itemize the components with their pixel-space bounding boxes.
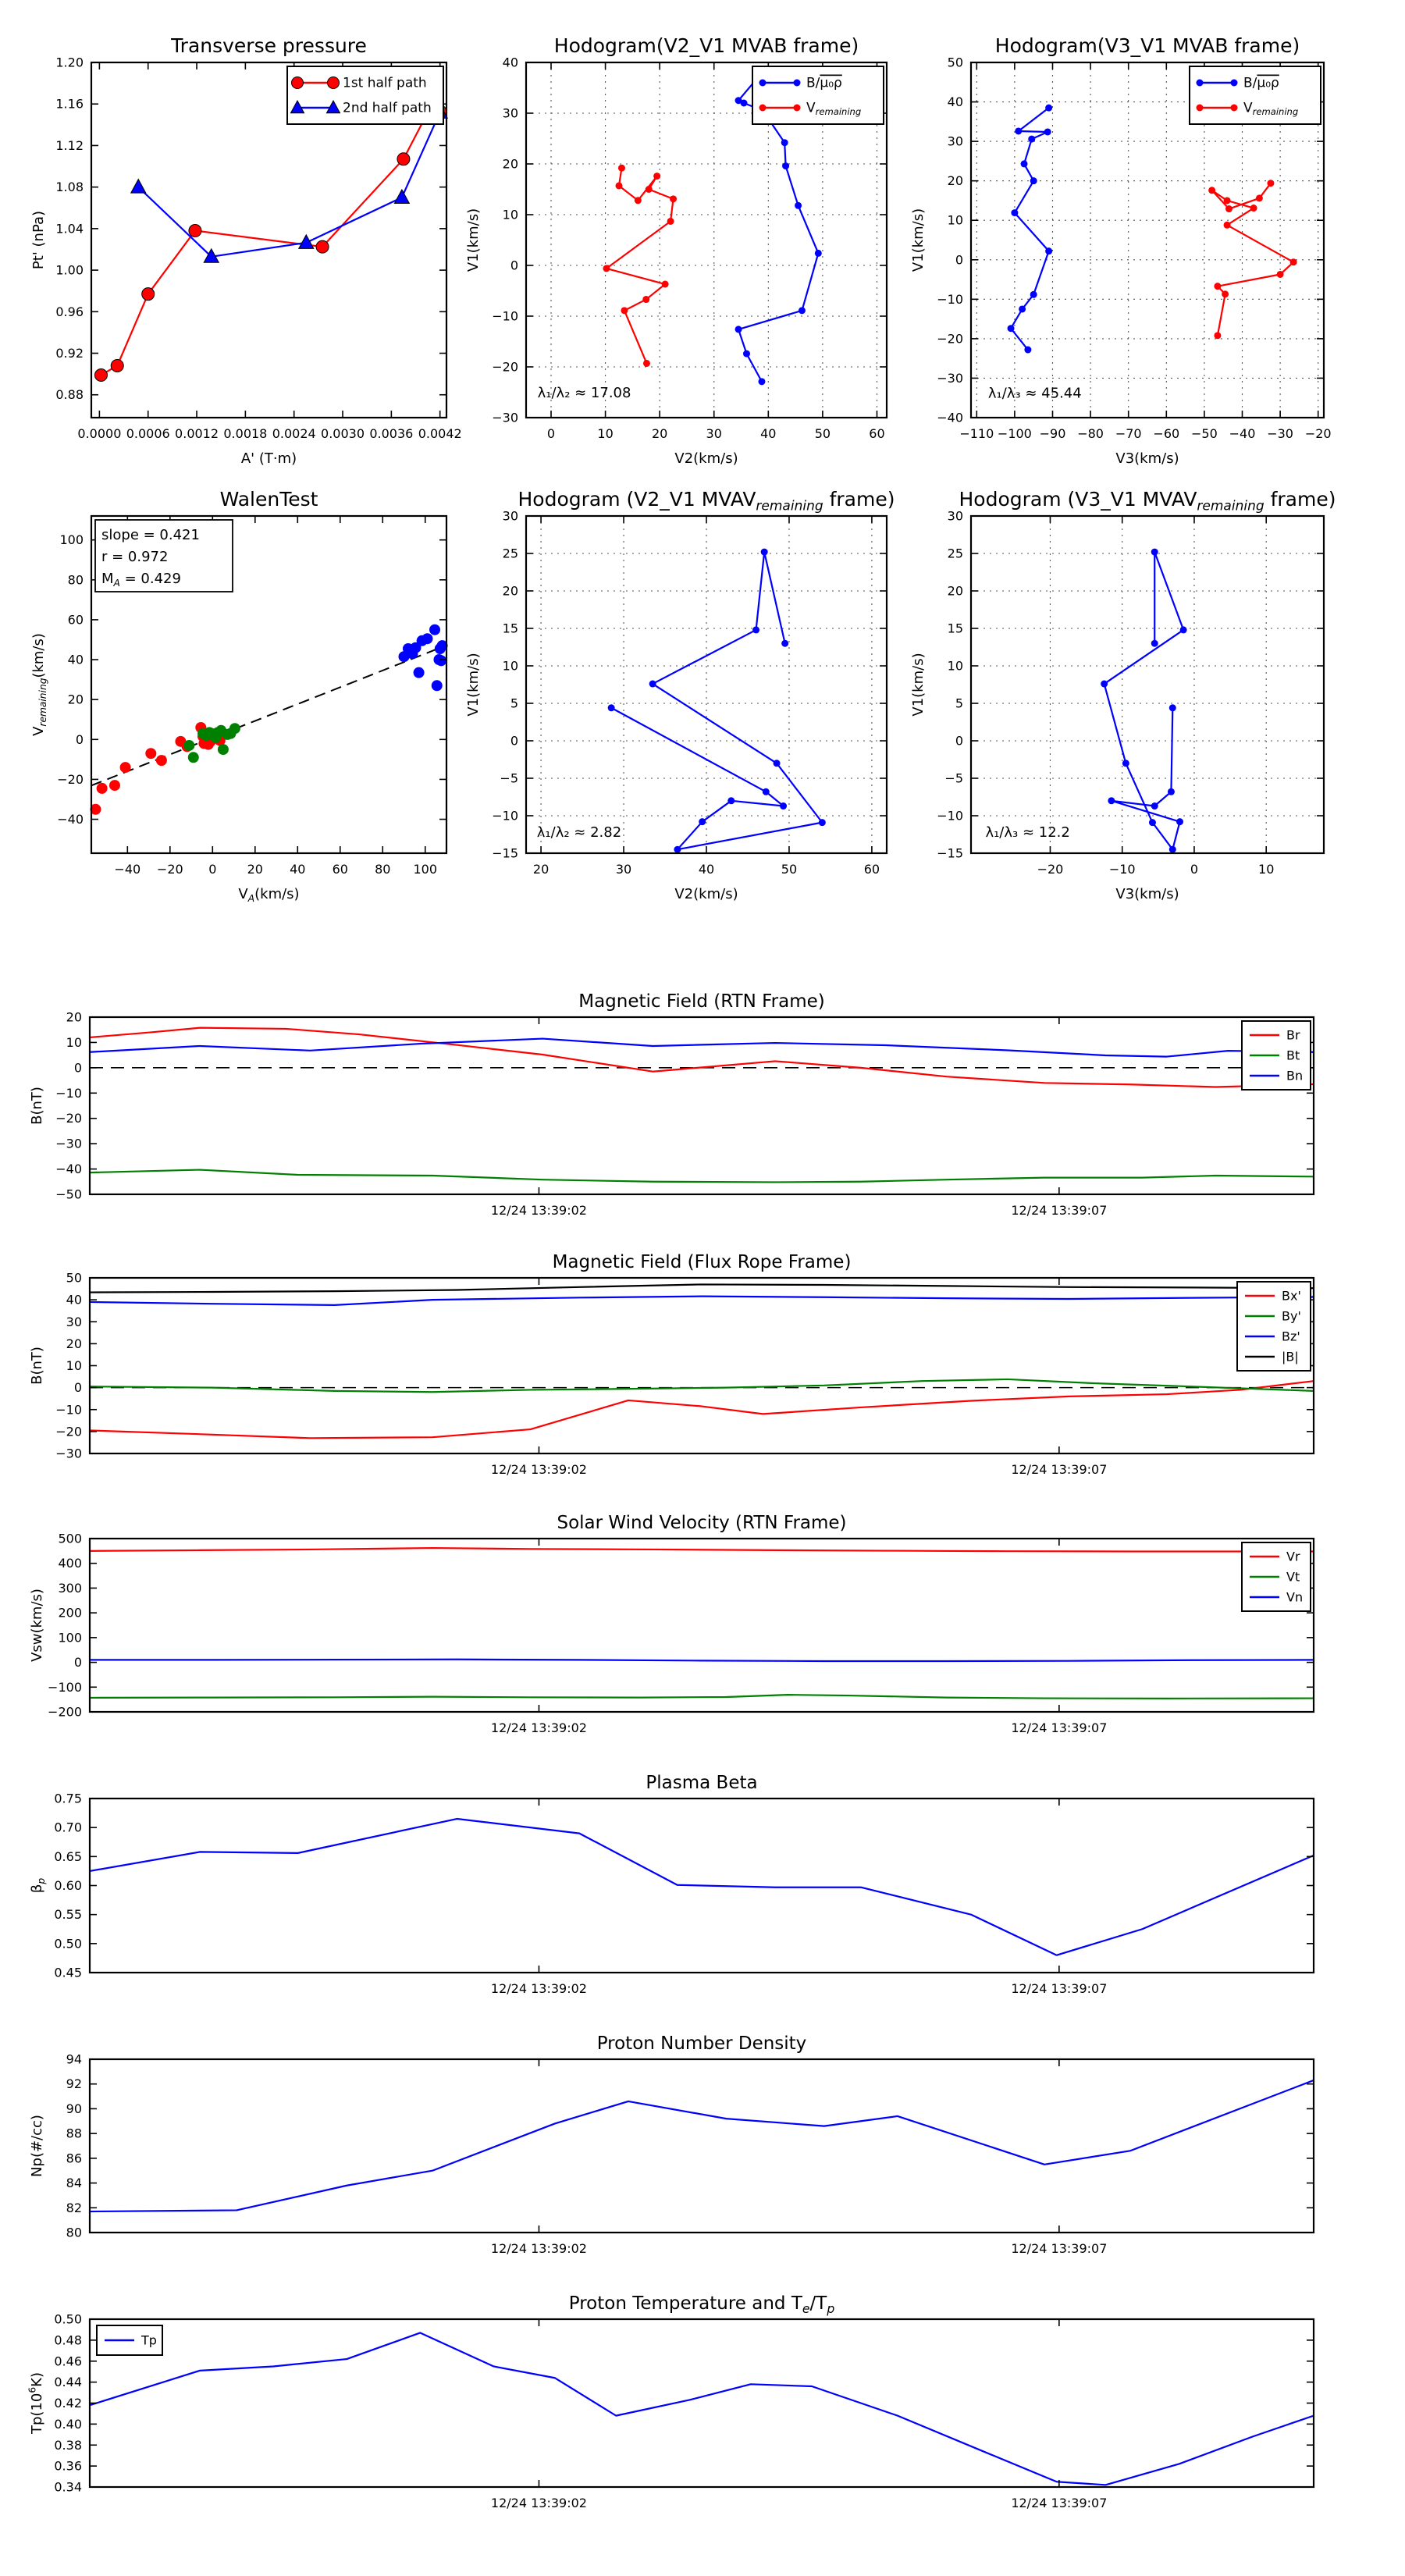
y-tick-label: −20 bbox=[57, 771, 84, 787]
y-axis-label: $V_{remaining}(km/s)$ bbox=[30, 633, 48, 736]
y-tick-label: −10 bbox=[55, 1085, 82, 1101]
legend bbox=[1242, 1021, 1311, 1090]
x-tick-label: 12/24 13:39:07 bbox=[1011, 2496, 1108, 2510]
y-tick-label: 0.45 bbox=[54, 1965, 82, 1980]
y-tick-label: 10 bbox=[66, 1358, 82, 1373]
plot-proton-temperature bbox=[27, 2293, 1314, 2510]
x-tick-label: 50 bbox=[814, 426, 831, 441]
y-tick-label: 200 bbox=[58, 1605, 82, 1621]
series-2nd-half-path bbox=[131, 105, 447, 262]
x-tick-label: 30 bbox=[615, 862, 632, 877]
y-tick-label: 0.88 bbox=[55, 387, 84, 403]
x-tick-label: 12/24 13:39:07 bbox=[1011, 2241, 1108, 2256]
x-axis-label: V3(km/s) bbox=[1115, 450, 1179, 467]
y-tick-label: 20 bbox=[502, 156, 518, 172]
legend-label: Vn bbox=[1286, 1589, 1304, 1605]
y-tick-label: 10 bbox=[947, 658, 963, 674]
y-tick-label: 0 bbox=[73, 1655, 82, 1670]
axes-frame bbox=[90, 1017, 1314, 1194]
plot-walen-test bbox=[30, 488, 448, 904]
plot-title: Magnetic Field (RTN Frame) bbox=[578, 991, 825, 1012]
y-tick-label: 50 bbox=[947, 55, 963, 70]
y-tick-label: 0.65 bbox=[54, 1848, 82, 1864]
y-tick-label: −10 bbox=[937, 291, 963, 307]
y-tick-label: 300 bbox=[58, 1580, 82, 1596]
series-v-hodogram bbox=[1101, 549, 1186, 853]
y-tick-label: −10 bbox=[492, 808, 518, 824]
plot-title: Hodogram (V3_V1 $MVAV_{remaining}$ frame) bbox=[959, 488, 1336, 514]
x-axis-label: V2(km/s) bbox=[674, 886, 738, 902]
plot-solar-wind-velocity bbox=[29, 1513, 1314, 1735]
y-tick-label: −40 bbox=[55, 1162, 82, 1177]
y-axis-label: B(nT) bbox=[29, 1087, 45, 1125]
y-tick-label: 20 bbox=[947, 173, 963, 189]
y-tick-label: 94 bbox=[66, 2051, 82, 2067]
x-tick-label: 0.0012 bbox=[175, 426, 219, 441]
x-tick-label: 0 bbox=[208, 862, 217, 877]
y-axis-label: V1(km/s) bbox=[910, 653, 927, 717]
y-tick-label: 0.60 bbox=[54, 1878, 82, 1893]
x-tick-label: 10 bbox=[1258, 862, 1275, 877]
y-tick-label: 90 bbox=[66, 2101, 82, 2116]
x-tick-label: 100 bbox=[413, 862, 438, 877]
series--b- bbox=[90, 1284, 1314, 1292]
legend-label: 1st half path bbox=[343, 75, 427, 91]
y-tick-label: 20 bbox=[66, 1336, 82, 1351]
plot-hodogram-v2v1-mvav bbox=[465, 488, 895, 902]
series-br bbox=[90, 1028, 1314, 1087]
x-tick-label: 0.0024 bbox=[272, 426, 316, 441]
y-tick-label: −30 bbox=[55, 1136, 82, 1151]
y-tick-label: 15 bbox=[947, 621, 963, 636]
y-axis-label: V1(km/s) bbox=[910, 208, 927, 272]
plot-title: Proton Temperature and $T_e/T_p$ bbox=[568, 2293, 835, 2317]
grid bbox=[971, 516, 1324, 853]
legend-label: Bx' bbox=[1282, 1288, 1301, 1304]
y-tick-label: 80 bbox=[67, 572, 84, 588]
series-vr bbox=[90, 1548, 1314, 1551]
x-tick-label: 12/24 13:39:02 bbox=[490, 1981, 587, 1996]
y-tick-label: 30 bbox=[502, 105, 518, 121]
grid bbox=[526, 516, 887, 853]
y-tick-label: 0.70 bbox=[54, 1820, 82, 1835]
y-tick-label: 100 bbox=[59, 532, 84, 548]
series-bt bbox=[90, 1170, 1314, 1183]
y-tick-label: −30 bbox=[937, 370, 963, 386]
legend-label: Vr bbox=[1286, 1549, 1300, 1564]
axes-frame bbox=[90, 2059, 1314, 2233]
legend-label: Bn bbox=[1286, 1068, 1304, 1083]
plot-title: WalenTest bbox=[219, 488, 318, 511]
series-vn bbox=[90, 1660, 1314, 1661]
plot-transverse-pressure bbox=[30, 34, 462, 467]
y-axis-label: V1(km/s) bbox=[465, 208, 482, 272]
y-tick-label: 0 bbox=[510, 733, 518, 749]
x-tick-label: 12/24 13:39:07 bbox=[1011, 1203, 1108, 1218]
series-v-hodogram bbox=[608, 549, 826, 853]
y-tick-label: 20 bbox=[947, 583, 963, 599]
ticks bbox=[90, 1539, 1314, 1712]
y-tick-label: 1.04 bbox=[55, 221, 84, 237]
y-tick-label: 20 bbox=[502, 583, 518, 599]
y-tick-label: 82 bbox=[66, 2200, 82, 2215]
y-tick-label: 0.50 bbox=[54, 2311, 82, 2327]
x-tick-label: 0 bbox=[1190, 862, 1199, 877]
x-tick-label: 12/24 13:39:02 bbox=[490, 1203, 587, 1218]
y-tick-label: 60 bbox=[67, 612, 84, 628]
y-tick-label: 40 bbox=[67, 652, 84, 667]
ticks bbox=[90, 2059, 1314, 2233]
y-axis-label: Np(#/cc) bbox=[29, 2115, 45, 2177]
legend-label: B/μ₀ρ bbox=[1243, 75, 1279, 91]
x-tick-label: 80 bbox=[375, 862, 391, 877]
y-tick-label: −30 bbox=[492, 410, 518, 425]
x-tick-label: −10 bbox=[1108, 862, 1136, 877]
y-tick-label: 0.38 bbox=[54, 2437, 82, 2453]
x-axis-label: $V_A(km/s)$ bbox=[238, 886, 300, 904]
x-tick-label: 0 bbox=[546, 426, 556, 441]
x-tick-label: 12/24 13:39:07 bbox=[1011, 1462, 1108, 1477]
axes-frame bbox=[90, 1539, 1314, 1712]
x-tick-label: 40 bbox=[760, 426, 777, 441]
x-tick-label: −100 bbox=[997, 426, 1032, 441]
x-tick-label: 0.0030 bbox=[321, 426, 365, 441]
y-tick-label: 92 bbox=[66, 2076, 82, 2092]
legend-label: $V_{remaining}$ bbox=[806, 100, 862, 118]
y-tick-label: −30 bbox=[55, 1446, 82, 1461]
y-tick-label: 30 bbox=[502, 508, 518, 524]
plot-title: Plasma Beta bbox=[646, 1773, 758, 1793]
plot-title: Solar Wind Velocity (RTN Frame) bbox=[557, 1513, 847, 1533]
y-tick-label: −20 bbox=[492, 359, 518, 375]
legend bbox=[1190, 66, 1321, 124]
y-tick-label: 0 bbox=[955, 733, 963, 749]
x-tick-label: 12/24 13:39:02 bbox=[490, 2241, 587, 2256]
y-axis-label: B(nT) bbox=[29, 1347, 45, 1385]
legend-label: Br bbox=[1286, 1027, 1300, 1043]
y-tick-label: 0.92 bbox=[55, 346, 84, 361]
x-tick-label: 20 bbox=[247, 862, 263, 877]
y-tick-label: 88 bbox=[66, 2126, 82, 2141]
plot-title: Proton Number Density bbox=[596, 2033, 807, 2054]
y-tick-label: 500 bbox=[58, 1531, 82, 1546]
x-tick-label: 30 bbox=[706, 426, 722, 441]
legend bbox=[1237, 1282, 1311, 1371]
stats-line: slope = 0.421 bbox=[101, 527, 200, 543]
y-tick-label: 20 bbox=[66, 1009, 82, 1025]
plot-title: Magnetic Field (Flux Rope Frame) bbox=[552, 1252, 852, 1272]
ticks bbox=[971, 516, 1324, 853]
x-tick-label: 40 bbox=[698, 862, 715, 877]
x-tick-label: 0.0036 bbox=[369, 426, 414, 441]
series-bz- bbox=[90, 1297, 1314, 1305]
y-tick-label: 0 bbox=[75, 731, 84, 747]
plot-plasma-beta bbox=[29, 1773, 1314, 1996]
y-axis-label: Vsw(km/s) bbox=[29, 1589, 45, 1662]
legend bbox=[752, 66, 884, 124]
plot-title: Hodogram (V2_V1 $MVAV_{remaining}$ frame) bbox=[518, 488, 895, 514]
y-tick-label: 0.48 bbox=[54, 2332, 82, 2348]
y-tick-label: 25 bbox=[947, 546, 963, 561]
x-tick-label: −90 bbox=[1039, 426, 1066, 441]
x-tick-label: −50 bbox=[1191, 426, 1218, 441]
x-tick-label: −20 bbox=[1037, 862, 1064, 877]
plot-magnetic-field-rtn bbox=[29, 991, 1314, 1218]
x-tick-label: 0.0018 bbox=[223, 426, 268, 441]
legend-label: Tp bbox=[141, 2332, 157, 2348]
y-tick-label: −5 bbox=[500, 770, 518, 786]
x-tick-label: 60 bbox=[332, 862, 348, 877]
plot-hodogram-v3v1-mvab bbox=[910, 34, 1332, 467]
y-tick-label: 5 bbox=[510, 696, 518, 711]
y-tick-label: 40 bbox=[947, 94, 963, 110]
series-1st-half-path bbox=[94, 105, 446, 382]
y-tick-label: 400 bbox=[58, 1556, 82, 1571]
y-axis-label: V1(km/s) bbox=[465, 653, 482, 717]
legend bbox=[1242, 1542, 1311, 1611]
y-tick-label: 0 bbox=[73, 1060, 82, 1076]
x-axis-label: V3(km/s) bbox=[1115, 886, 1179, 902]
annotation: λ₁/λ₂ ≈ 17.08 bbox=[537, 385, 631, 401]
legend-label: 2nd half path bbox=[343, 100, 432, 116]
y-tick-label: 10 bbox=[947, 212, 963, 228]
y-tick-label: 0 bbox=[73, 1380, 82, 1396]
x-tick-label: −40 bbox=[1229, 426, 1256, 441]
y-tick-label: 0.44 bbox=[54, 2375, 82, 2390]
annotation: λ₁/λ₃ ≈ 45.44 bbox=[987, 385, 1082, 402]
y-tick-label: 5 bbox=[955, 696, 963, 711]
y-tick-label: −20 bbox=[55, 1424, 82, 1439]
x-tick-label: 60 bbox=[863, 862, 880, 877]
y-tick-label: −10 bbox=[937, 808, 963, 824]
y-tick-label: −5 bbox=[944, 770, 963, 786]
legend bbox=[97, 2325, 162, 2355]
y-axis-label: $Tp(10^6K)$ bbox=[27, 2372, 45, 2434]
x-tick-label: −110 bbox=[959, 426, 994, 441]
y-tick-label: 84 bbox=[66, 2176, 82, 2191]
x-tick-label: 20 bbox=[651, 426, 668, 441]
series-vt bbox=[90, 1695, 1314, 1699]
series-beta-p bbox=[90, 1819, 1314, 1955]
y-tick-label: −20 bbox=[937, 331, 963, 347]
x-tick-label: 12/24 13:39:02 bbox=[490, 1462, 587, 1477]
y-tick-label: 0.42 bbox=[54, 2396, 82, 2411]
stats-line: r = 0.972 bbox=[101, 549, 169, 565]
x-tick-label: 12/24 13:39:02 bbox=[490, 1720, 587, 1735]
x-tick-label: −80 bbox=[1077, 426, 1104, 441]
x-tick-label: 50 bbox=[781, 862, 798, 877]
y-tick-label: 30 bbox=[947, 133, 963, 149]
y-tick-label: 0.50 bbox=[54, 1936, 82, 1952]
x-tick-label: −60 bbox=[1153, 426, 1180, 441]
y-tick-label: 0.96 bbox=[55, 304, 84, 319]
x-tick-label: −70 bbox=[1115, 426, 1142, 441]
x-tick-label: −20 bbox=[156, 862, 183, 877]
axes-frame bbox=[90, 2319, 1314, 2487]
series-b-sqrt-mu0-rho- bbox=[1008, 105, 1053, 354]
ticks bbox=[90, 2319, 1314, 2487]
x-tick-label: 12/24 13:39:07 bbox=[1011, 1720, 1108, 1735]
y-tick-label: 25 bbox=[502, 546, 518, 561]
plot-title: Transverse pressure bbox=[171, 34, 367, 57]
ticks bbox=[90, 1017, 1314, 1194]
y-tick-label: 0 bbox=[955, 252, 963, 268]
plot-proton-number-density bbox=[29, 2033, 1314, 2256]
series-np bbox=[90, 2080, 1314, 2211]
y-tick-label: −40 bbox=[57, 812, 84, 827]
y-tick-label: 1.16 bbox=[55, 96, 84, 112]
x-tick-label: 0.0000 bbox=[77, 426, 122, 441]
series-tp bbox=[90, 2332, 1314, 2485]
y-tick-label: 0.40 bbox=[54, 2416, 82, 2432]
y-tick-label: −15 bbox=[492, 845, 518, 861]
y-tick-label: 40 bbox=[66, 1292, 82, 1308]
legend-label: $V_{remaining}$ bbox=[1243, 100, 1299, 118]
y-tick-label: 20 bbox=[67, 692, 84, 707]
y-tick-label: 1.12 bbox=[55, 137, 84, 153]
y-tick-label: −50 bbox=[55, 1187, 82, 1202]
y-tick-label: −40 bbox=[937, 410, 963, 425]
x-axis-label: A' (T·m) bbox=[240, 450, 297, 467]
y-tick-label: 0.34 bbox=[54, 2479, 82, 2495]
y-tick-label: −15 bbox=[937, 845, 963, 861]
y-tick-label: 40 bbox=[502, 55, 518, 70]
y-tick-label: 0.36 bbox=[54, 2458, 82, 2474]
y-tick-label: 50 bbox=[66, 1270, 82, 1286]
series-bn bbox=[90, 1039, 1314, 1057]
y-tick-label: 1.20 bbox=[55, 55, 84, 70]
x-tick-label: −40 bbox=[114, 862, 141, 877]
y-tick-label: 1.08 bbox=[55, 180, 84, 195]
legend-label: |B| bbox=[1282, 1349, 1299, 1364]
y-tick-label: −200 bbox=[48, 1704, 82, 1720]
legend bbox=[287, 66, 443, 124]
y-axis-label: Pt' (nPa) bbox=[30, 210, 47, 270]
legend-label: By' bbox=[1282, 1308, 1301, 1324]
plot-hodogram-v3v1-mvav bbox=[910, 488, 1336, 902]
series-second-half bbox=[399, 624, 448, 692]
y-tick-label: 0.46 bbox=[54, 2354, 82, 2369]
stats-line: $M_A = 0.429$ bbox=[101, 571, 181, 589]
x-tick-label: 0.0006 bbox=[126, 426, 170, 441]
y-tick-label: 86 bbox=[66, 2151, 82, 2166]
y-tick-label: −100 bbox=[48, 1679, 82, 1695]
y-tick-label: 30 bbox=[66, 1314, 82, 1329]
y-tick-label: 10 bbox=[502, 658, 518, 674]
plot-title: Hodogram(V3_V1 MVAB frame) bbox=[994, 34, 1300, 57]
annotation: λ₁/λ₃ ≈ 12.2 bbox=[985, 824, 1070, 841]
legend-label: Bt bbox=[1286, 1048, 1300, 1063]
x-tick-label: −30 bbox=[1267, 426, 1293, 441]
y-tick-label: 10 bbox=[66, 1034, 82, 1050]
x-axis-label: V2(km/s) bbox=[674, 450, 738, 467]
y-tick-label: −20 bbox=[55, 1111, 82, 1126]
y-tick-label: −10 bbox=[492, 308, 518, 324]
plot-hodogram-v2v1-mvab bbox=[465, 34, 887, 467]
annotation: λ₁/λ₂ ≈ 2.82 bbox=[536, 824, 622, 841]
y-tick-label: 15 bbox=[502, 621, 518, 636]
y-tick-label: 80 bbox=[66, 2225, 82, 2240]
x-tick-label: 10 bbox=[597, 426, 614, 441]
y-tick-label: 0 bbox=[510, 258, 518, 273]
x-tick-label: 0.0042 bbox=[418, 426, 462, 441]
y-tick-label: 10 bbox=[502, 207, 518, 222]
plot-title: Hodogram(V2_V1 MVAB frame) bbox=[553, 34, 859, 57]
x-tick-label: −20 bbox=[1304, 426, 1332, 441]
axes-frame bbox=[971, 516, 1324, 853]
x-tick-label: 40 bbox=[290, 862, 306, 877]
series-fit bbox=[91, 646, 446, 786]
x-tick-label: 12/24 13:39:07 bbox=[1011, 1981, 1108, 1996]
y-tick-label: 0.75 bbox=[54, 1791, 82, 1806]
x-tick-label: 60 bbox=[869, 426, 885, 441]
y-tick-label: 100 bbox=[58, 1630, 82, 1646]
y-axis-label: $\beta_p$ bbox=[29, 1877, 47, 1894]
legend-label: Bz' bbox=[1282, 1329, 1300, 1344]
y-tick-label: 0.55 bbox=[54, 1907, 82, 1923]
plot-magnetic-field-flux-rope bbox=[29, 1252, 1314, 1477]
x-tick-label: 20 bbox=[532, 862, 550, 877]
y-tick-label: −10 bbox=[55, 1402, 82, 1418]
legend-label: Vt bbox=[1286, 1569, 1300, 1585]
x-tick-label: 12/24 13:39:02 bbox=[490, 2496, 587, 2510]
y-tick-label: 1.00 bbox=[55, 262, 84, 278]
legend-label: B/μ₀ρ bbox=[806, 75, 842, 91]
y-tick-label: 30 bbox=[947, 508, 963, 524]
series-by- bbox=[90, 1379, 1314, 1392]
